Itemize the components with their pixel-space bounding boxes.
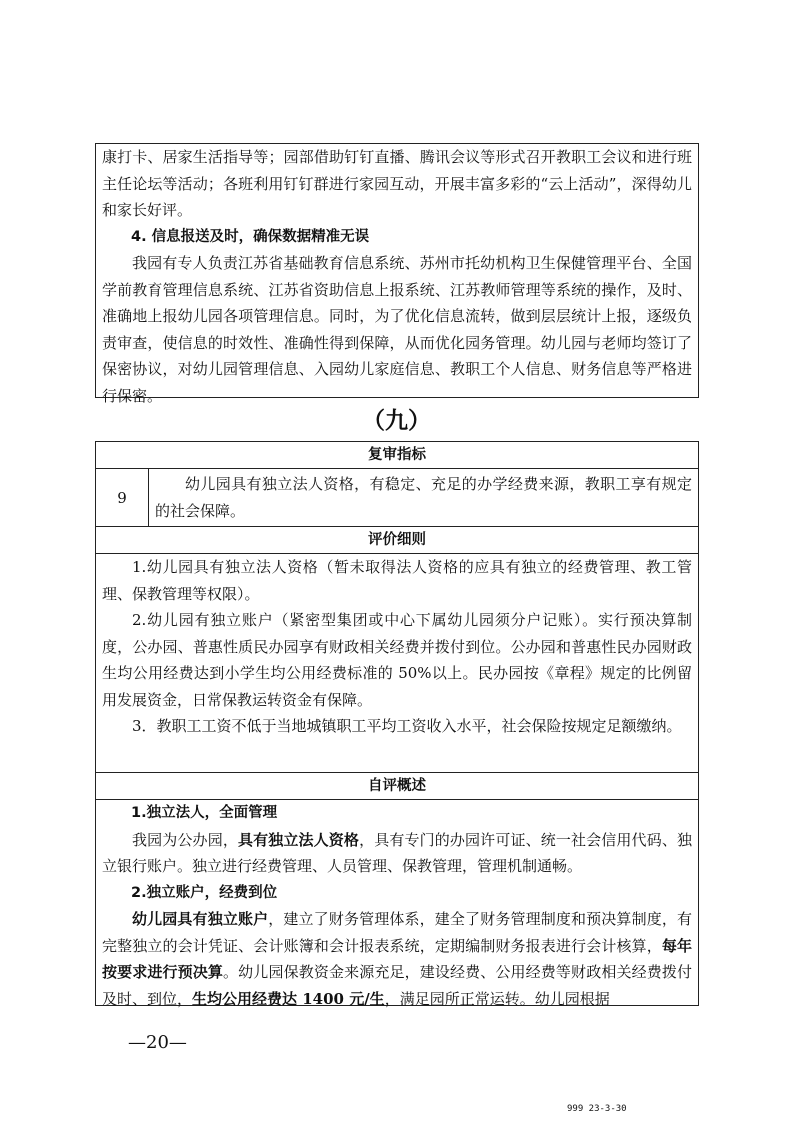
page-number: —20— <box>128 1032 187 1053</box>
text-run: 。幼儿园保教资金来源充足，建设经费、公用经费等财政相关经费拨付及时、到位， <box>102 963 692 1008</box>
ziping-heading-1: 1.独立法人，全面管理 <box>131 805 278 821</box>
ziping-content <box>96 800 698 1012</box>
section-heading-4: 4. 信息报送及时，确保数据精准无误 <box>131 228 370 245</box>
text-run: ，建立了财务管理体系，建全了财务管理制度和预决算制度，有完整独立的会计凭证、会计账簿和会计报表系统，定期编制财务报表进行会计核算， <box>102 910 692 955</box>
pingjia-item-3: 3．教职工工资不低于当地城镇职工平均工资收入水平，社会保险按规定足额缴纳。 <box>132 717 682 735</box>
ziping-paragraph-2 <box>102 906 692 1012</box>
ziping-heading-2: 2.独立账户，经费到位 <box>131 884 278 901</box>
footer-stamp: 999 23-3-30 <box>567 1104 627 1114</box>
index-text: 幼儿园具有独立法人资格，有稳定、充足的办学经费来源，教职工享有规定的社会保障。 <box>155 475 692 520</box>
continuation-box <box>95 143 699 405</box>
bold-run: 幼儿园具有独立账户 <box>132 910 269 928</box>
pingjia-item-1: 1.幼儿园具有独立法人资格（暂未取得法人资格的应具有独立的经费管理、教工管理、保教管理等权限）。 <box>102 558 692 603</box>
text-run: ，具有专门的办园许可证、统一社会信用代码、独立银行账户。独立进行经费管理、人员管理、保教管理，管理机制通畅。 <box>102 830 692 875</box>
info-report-paragraph: 我园有专人负责江苏省基础教育信息系统、苏州市托幼机构卫生保健管理平台、全国学前教育管理信息系统、江苏省资助信息上报系统、江苏教师管理等系统的操作，及时、准确地上报幼儿园各项管理信息。同时，为了优化信息流转，做到层层统计上报，逐级负责审查，使信息的时效性、准确性得到保障，从而优化园务管理。幼儿园与老师均签订了保密协议，对幼儿园管理信息、入园幼儿家庭信息、教职工个人信息、财务信息等严格进行保密。 <box>102 254 692 405</box>
index-number: 9 <box>96 469 149 526</box>
ziping-paragraph-1 <box>102 827 692 880</box>
text-run: ，满足园所正常运转。幼儿园根据 <box>384 989 610 1008</box>
continuation-paragraph: 康打卡、居家生活指导等；园部借助钉钉直播、腾讯会议等形式召开教职工会议和进行班主任论坛等活动；各班利用钉钉群进行家园互动，开展丰富多彩的“云上活动”，深得幼儿和家长好评。 <box>102 148 692 219</box>
pingjia-header: 评价细则 <box>96 527 698 554</box>
index-row <box>96 469 698 527</box>
text-run: 我园为公办园， <box>132 830 238 849</box>
bold-run: 生均公用经费达 1400 元/生 <box>192 989 385 1008</box>
pingjia-content <box>96 554 698 773</box>
review-table <box>95 441 699 1006</box>
bold-run: 具有独立法人资格 <box>237 830 360 849</box>
pingjia-item-2: 2.幼儿园有独立账户（紧密型集团或中心下属幼儿园须分户记账）。实行预决算制度，公办园、普惠性质民办园享有财政相关经费并拨付到位。公办园和普惠性民办园财政生均公用经费达到小学生均公用经费标准的 50%以上。民办园按《章程》规定的比例留用发展资金，日常保教运转资金有保障。 <box>102 611 692 709</box>
bold-run: 每年按要求进行预决算 <box>102 936 692 981</box>
ziping-header: 自评概述 <box>96 773 698 800</box>
section-title: （九） <box>362 408 431 434</box>
fushen-header: 复审指标 <box>96 442 698 469</box>
